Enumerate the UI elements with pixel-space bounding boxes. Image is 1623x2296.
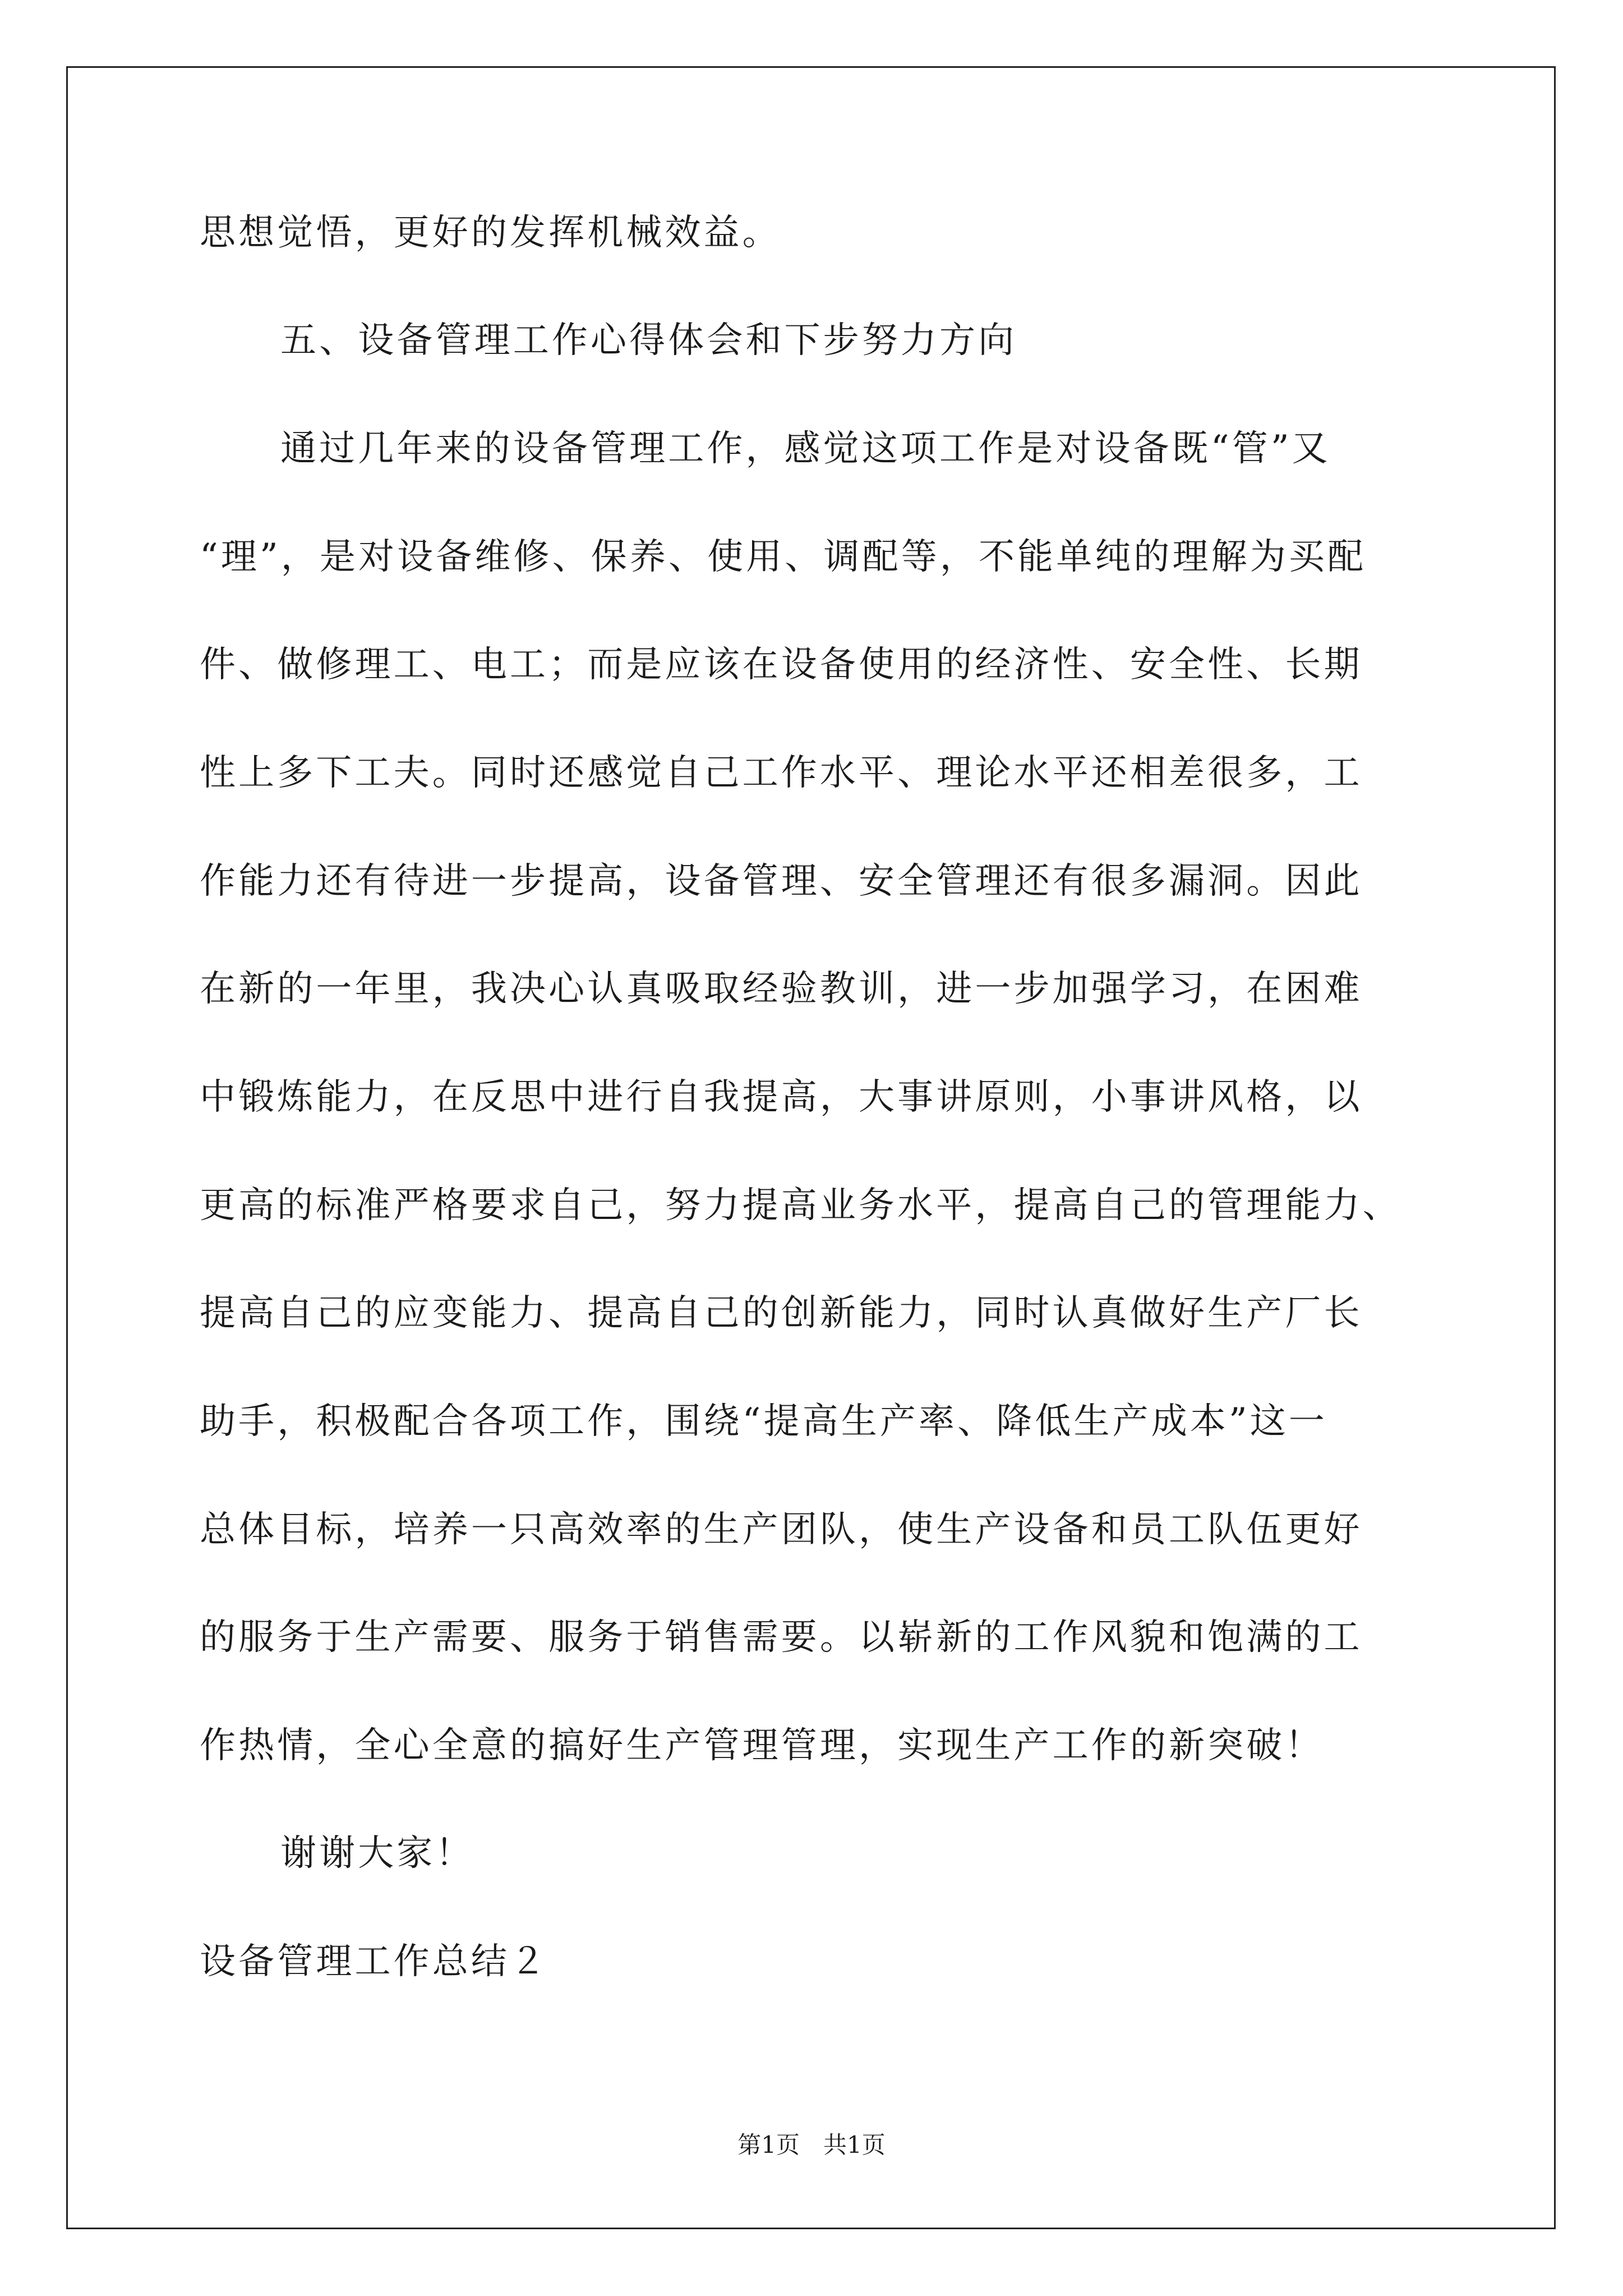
paragraph-line: 的服务于生产需要、服务于销售需要。以崭新的工作风貌和饱满的工 — [200, 1617, 1363, 1658]
paragraph-line: 提高自己的应变能力、提高自己的创新能力，同时认真做好生产厂长 — [200, 1292, 1363, 1334]
section-heading: 五、设备管理工作心得体会和下步努力方向 — [280, 320, 1017, 361]
paragraph-line: 作热情，全心全意的搞好生产管理管理，实现生产工作的新突破！ — [200, 1725, 1324, 1766]
paragraph-line: “理”，是对设备维修、保养、使用、调配等，不能单纯的理解为买配 — [200, 536, 1367, 578]
paragraph-line: 总体目标，培养一只高效率的生产团队，使生产设备和员工队伍更好 — [200, 1509, 1363, 1550]
page-footer: 第1页 共1页 — [737, 2131, 886, 2159]
paragraph-line: 作能力还有待进一步提高，设备管理、安全管理还有很多漏洞。因此 — [200, 861, 1363, 902]
page-border — [66, 66, 1556, 2229]
paragraph-line: 性上多下工夫。同时还感觉自己工作水平、理论水平还相差很多，工 — [200, 752, 1363, 794]
paragraph-line: 件、做修理工、电工；而是应该在设备使用的经济性、安全性、长期 — [200, 644, 1363, 685]
closing-line: 谢谢大家！ — [280, 1833, 474, 1874]
paragraph-line: 助手，积极配合各项工作，围绕“提高生产率、降低生产成本”这一 — [200, 1401, 1328, 1442]
section-title: 设备管理工作总结２ — [200, 1941, 549, 1982]
paragraph-line: 中锻炼能力，在反思中进行自我提高，大事讲原则，小事讲风格，以 — [200, 1076, 1363, 1118]
paragraph-line: 更高的标准严格要求自己，努力提高业务水平，提高自己的管理能力、 — [200, 1185, 1401, 1226]
paragraph-line: 通过几年来的设备管理工作，感觉这项工作是对设备既“管”又 — [280, 428, 1331, 470]
paragraph-line: 在新的一年里，我决心认真吸取经验教训，进一步加强学习，在困难 — [200, 968, 1363, 1010]
paragraph-line: 思想觉悟，更好的发挥机械效益。 — [200, 212, 781, 254]
